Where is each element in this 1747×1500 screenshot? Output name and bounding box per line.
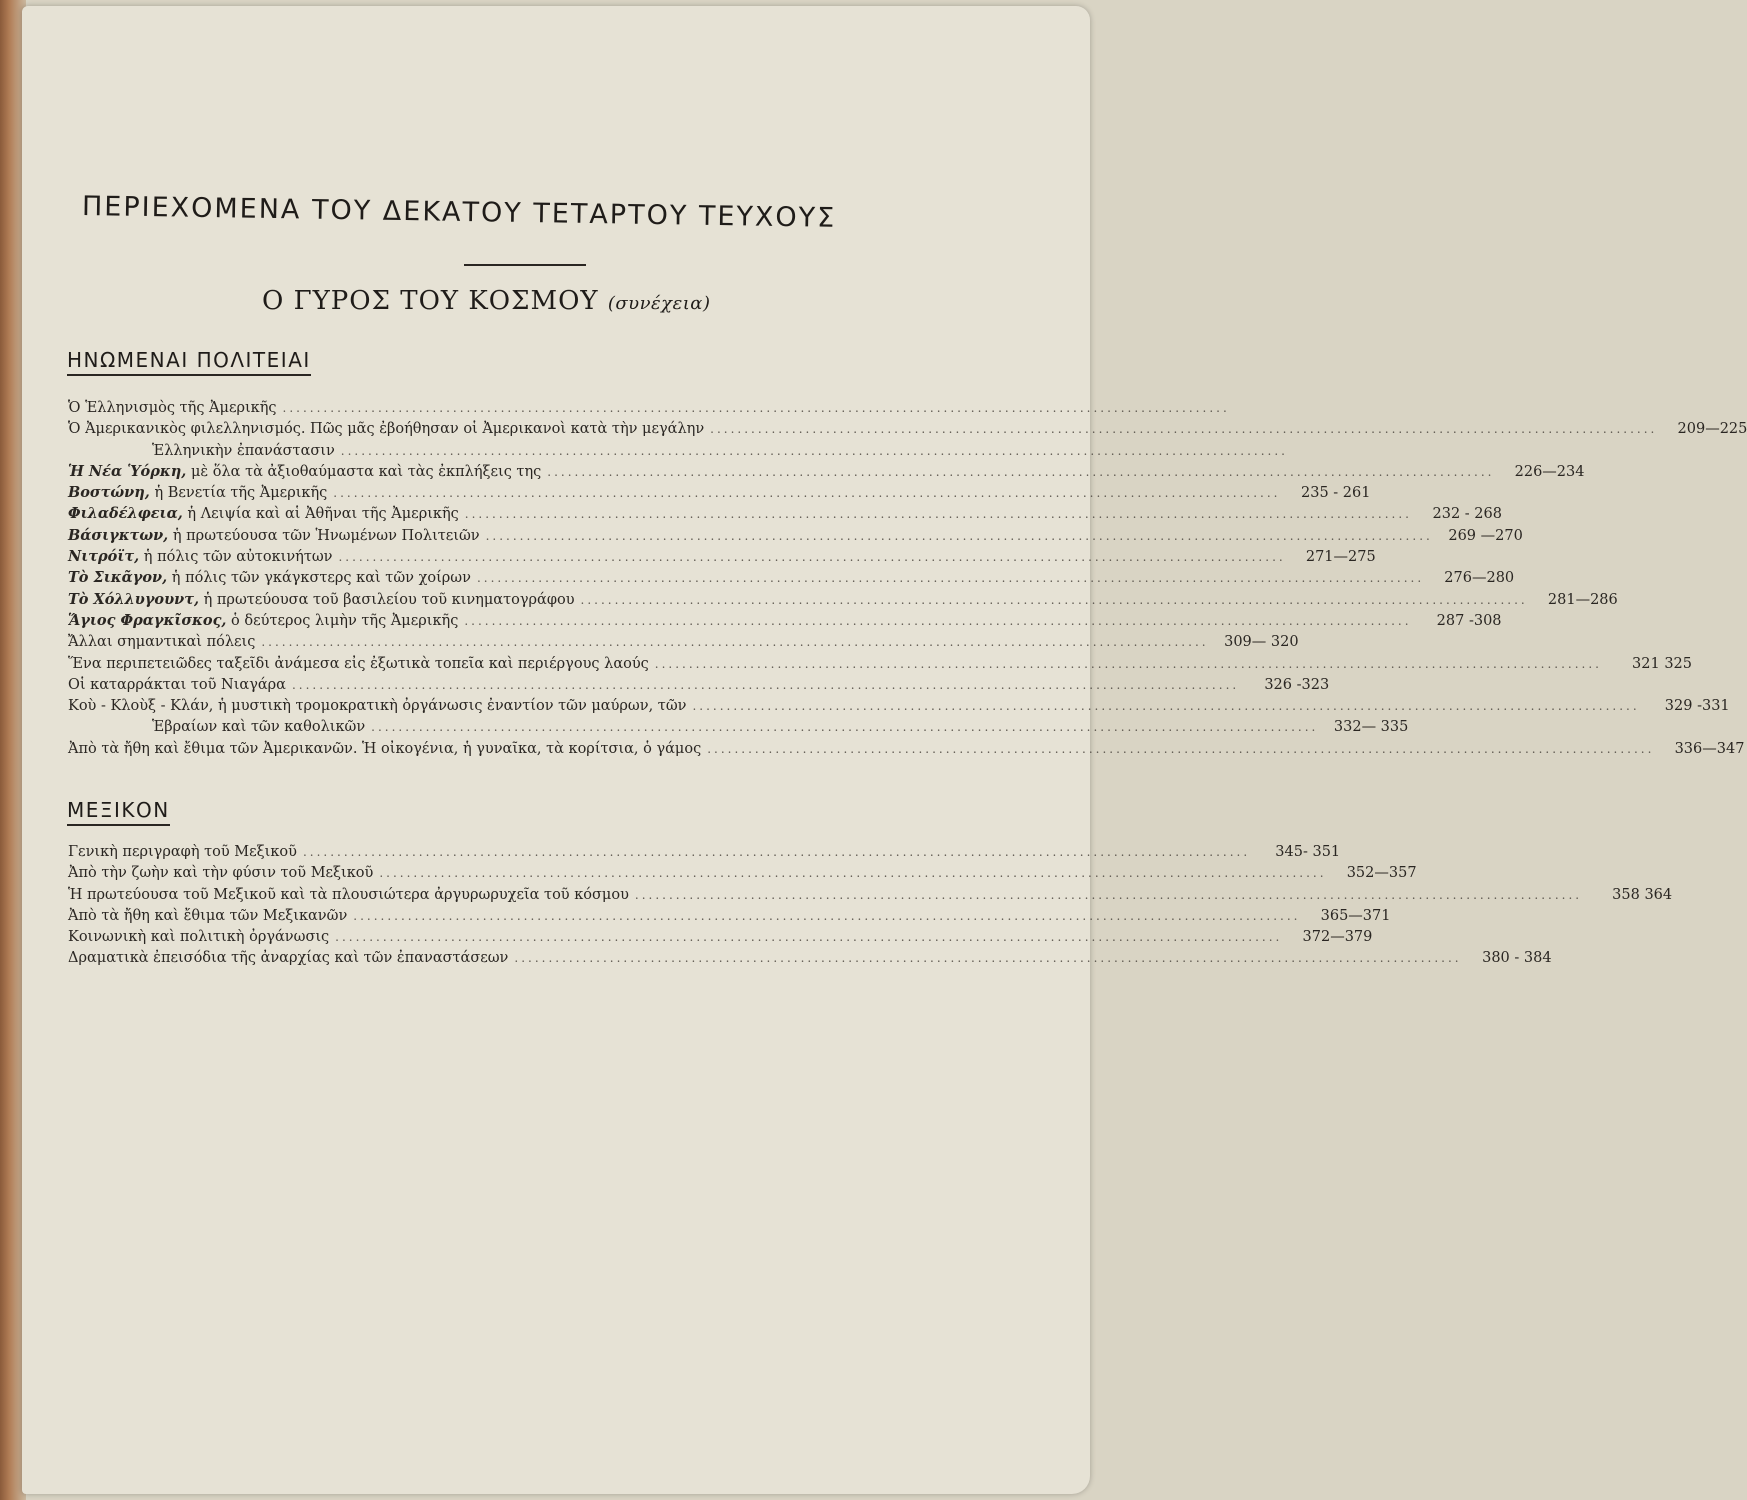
toc-entry-emphasis: Βοστώνη, [68, 484, 150, 502]
toc-entry-pages: 226—234 [1514, 463, 1585, 480]
toc-section-mexico [68, 842, 1673, 970]
toc-entry-text: Ἑλληνικὴν ἐπανάστασιν [152, 442, 335, 459]
dot-leader: ........................................................................................................................................... [261, 635, 1209, 650]
dot-leader: ........................................................................................................................................... [464, 613, 1412, 628]
toc-entry-pages: 232 - 268 [1432, 506, 1502, 523]
toc-entry-text: Νιτρόϊτ, ἡ πόλις τῶν αὐτοκινήτων [68, 548, 333, 566]
dot-leader: ........................................................................................................................................... [335, 930, 1283, 945]
toc-entry [68, 419, 1747, 440]
toc-entry-emphasis: Φιλαδέλφεια, [68, 505, 183, 523]
toc-entry-pages: 365—371 [1320, 907, 1391, 924]
toc-entry-pages: 287 -308 [1436, 612, 1502, 629]
toc-entry-text: Ἡ πρωτεύουσα τοῦ Μεξικοῦ καὶ τὰ πλουσιώτερα ἀργυρωρυχεῖα τοῦ κόσμου [68, 886, 629, 903]
dot-leader: ........................................................................................................................................... [707, 741, 1655, 756]
toc-entry-text: Τὸ Χόλλυγουντ, ἡ πρωτεύουσα τοῦ βασιλείου τοῦ κινηματογράφου [68, 590, 575, 608]
dot-leader: ........................................................................................................................................... [476, 571, 1425, 586]
dot-leader: ........................................................................................................................................... [710, 422, 1658, 437]
dot-leader: ........................................................................................................................................... [291, 677, 1240, 692]
toc-entry-pages: 326 -323 [1264, 676, 1330, 693]
toc-entry [68, 927, 1373, 948]
toc-entry-text: Ὁ Ἑλληνισμὸς τῆς Ἀμερικῆς [68, 400, 277, 416]
toc-entry [68, 632, 1299, 653]
dot-leader: ........................................................................................................................................... [485, 528, 1433, 543]
toc-entry [68, 590, 1618, 611]
toc-entry-pages: 352—357 [1346, 865, 1417, 882]
toc-entry-pages: 269 —270 [1448, 527, 1523, 544]
toc-entry-pages: 271—275 [1305, 549, 1376, 566]
toc-entry-pages: 345- 351 [1275, 844, 1341, 860]
toc-entry [68, 504, 1502, 525]
document-page [22, 6, 1747, 1494]
toc-entry-pages: 309— 320 [1224, 634, 1299, 651]
toc-entry-text: Ἀπὸ τὰ ἤθη καὶ ἔθιμα τῶν Ἀμερικανῶν. Ἡ οἰκογένια, ἡ γυναῖκα, τὰ κορίτσια, ὁ γάμος [68, 740, 702, 757]
toc-entry-pages: 329 -331 [1664, 698, 1730, 715]
toc-entry-text: Ἡ Νέα Ὑόρκη, μὲ ὅλα τὰ ἀξιοθαύμαστα καὶ τὰς ἐκπλήξεις της [68, 462, 542, 480]
dot-leader: ........................................................................................................................................... [464, 507, 1412, 522]
toc-entry [68, 885, 1673, 906]
dot-leader: ........................................................................................................................................... [302, 845, 1251, 859]
section-heading-united-states: ΗΝΩΜΕΝΑΙ ΠΟΛΙΤΕΙΑΙ [67, 348, 311, 376]
toc-entry [68, 568, 1515, 589]
toc-entry-pages: 332— 335 [1333, 719, 1409, 736]
dot-leader: ........................................................................................................................................... [338, 550, 1286, 565]
toc-entry-emphasis: Ἡ Νέα Ὑόρκη, [68, 462, 187, 480]
toc-entry [68, 696, 1730, 717]
dot-leader: ........................................................................................................................................... [340, 443, 1288, 458]
title-divider [464, 264, 586, 266]
page-subtitle [262, 286, 962, 316]
dot-leader: ........................................................................................................................................... [654, 656, 1602, 671]
toc-entry [68, 675, 1330, 696]
toc-entry [68, 398, 1230, 419]
toc-entry-continuation [68, 441, 1288, 462]
dot-leader: ........................................................................................................................................... [634, 887, 1583, 902]
toc-entry [68, 948, 1552, 969]
toc-entry-pages: 358 364 [1612, 886, 1673, 903]
section-heading-mexico: ΜΕΞΙΚΟΝ [67, 798, 170, 826]
toc-section-united-states [68, 398, 1747, 760]
toc-entry-text: Οἱ καταρράκται τοῦ Νιαγάρα [68, 676, 286, 693]
toc-entry-emphasis: Νιτρόϊτ, [68, 548, 140, 566]
toc-entry-pages: 209—225 [1677, 421, 1747, 438]
toc-entry-text: Κοὺ - Κλοὺξ - Κλάν, ἡ μυστικὴ τρομοκρατικὴ ὀργάνωσις ἐναντίον τῶν μαύρων, τῶν [68, 698, 687, 715]
dot-leader: ........................................................................................................................................... [353, 908, 1301, 923]
toc-entry-text: Φιλαδέλφεια, ἡ Λειψία καὶ αἱ Ἀθῆναι τῆς Ἀμερικῆς [68, 505, 459, 523]
toc-entry-text: Ἄλλαι σημαντικαὶ πόλεις [68, 634, 256, 651]
toc-entry-pages: 235 - 261 [1301, 485, 1371, 502]
toc-entry [68, 654, 1692, 675]
toc-entry [68, 739, 1745, 760]
dot-leader: ........................................................................................................................................... [514, 951, 1462, 966]
toc-entry [68, 842, 1341, 863]
toc-entry-text: Τὸ Σικᾶγον, ἡ πόλις τῶν γκάγκστερς καὶ τῶν χοίρων [68, 569, 471, 587]
toc-entry [68, 462, 1585, 483]
toc-entry-text: Ὁ Ἀμερικανικὸς φιλελληνισμός. Πῶς μᾶς ἐβοήθησαν οἱ Ἀμερικανοὶ κατὰ τὴν μεγάλην [68, 421, 705, 438]
toc-entry-emphasis: Τὸ Χόλλυγουντ, [68, 590, 199, 608]
toc-entry [68, 547, 1376, 568]
toc-entry-text: Βάσιγκτων, ἡ πρωτεύουσα τῶν Ἡνωμένων Πολιτειῶν [68, 526, 480, 544]
toc-entry-emphasis: Ἅγιος Φραγκῖσκος, [68, 611, 227, 629]
toc-entry-pages: 380 - 384 [1482, 950, 1552, 967]
toc-entry-pages: 281—286 [1547, 591, 1618, 608]
toc-entry-text: Κοινωνικὴ καὶ πολιτικὴ ὀργάνωσις [68, 929, 330, 946]
toc-entry-text: Γενικὴ περιγραφὴ τοῦ Μεξικοῦ [68, 844, 297, 860]
toc-entry [68, 526, 1523, 547]
dot-leader: ........................................................................................................................................... [282, 401, 1230, 415]
dot-leader: ........................................................................................................................................... [547, 464, 1495, 479]
toc-entry [68, 906, 1391, 927]
dot-leader: ........................................................................................................................................... [333, 486, 1281, 501]
page-title: ΠΕΡΙΕΧΟΜΕΝΑ ΤΟΥ ΔΕΚΑΤΟΥ ΤΕΤΑΡΤΟΥ ΤΕΥΧΟΥΣ [81, 191, 837, 234]
toc-entry-continuation [68, 717, 1409, 738]
toc-entry [68, 611, 1502, 632]
dot-leader: ........................................................................................................................................... [371, 720, 1319, 735]
toc-entry-pages: 276—280 [1444, 570, 1515, 587]
toc-entry-pages: 321 325 [1632, 655, 1692, 672]
toc-entry-emphasis: Τὸ Σικᾶγον, [68, 569, 168, 587]
subtitle-parenthetical: (συνέχεια) [607, 293, 711, 314]
dot-leader: ........................................................................................................................................... [580, 592, 1528, 607]
toc-entry [68, 483, 1371, 504]
toc-entry-text: Ἅγιος Φραγκῖσκος, ὁ δεύτερος λιμὴν τῆς Ἀμερικῆς [68, 611, 459, 629]
toc-entry-pages: 336—347 [1674, 740, 1745, 757]
subtitle-text: Ο ΓΥΡΟΣ ΤΟΥ ΚΟΣΜΟΥ [262, 286, 599, 316]
toc-entry-text: Βοστώνη, ἡ Βενετία τῆς Ἀμερικῆς [68, 484, 328, 502]
toc-entry [68, 863, 1417, 884]
toc-entry-text: Ἕνα περιπετειῶδες ταξεῖδι ἀνάμεσα εἰς ἐξωτικὰ τοπεῖα καὶ περιέργους λαούς [68, 655, 649, 672]
toc-entry-pages: 372—379 [1302, 929, 1373, 946]
dot-leader: ........................................................................................................................................... [379, 866, 1327, 881]
toc-entry-text: Ἑβραίων καὶ τῶν καθολικῶν [152, 719, 366, 736]
toc-entry-text: Ἀπὸ τὴν ζωὴν καὶ τὴν φύσιν τοῦ Μεξικοῦ [68, 865, 374, 882]
toc-entry-text: Δραματικὰ ἐπεισόδια τῆς ἀναρχίας καὶ τῶν ἐπαναστάσεων [68, 950, 509, 967]
toc-entry-text: Ἀπὸ τὰ ἤθη καὶ ἔθιμα τῶν Μεξικανῶν [68, 907, 348, 924]
toc-entry-emphasis: Βάσιγκτων, [68, 526, 169, 544]
dot-leader: ........................................................................................................................................... [692, 699, 1640, 714]
